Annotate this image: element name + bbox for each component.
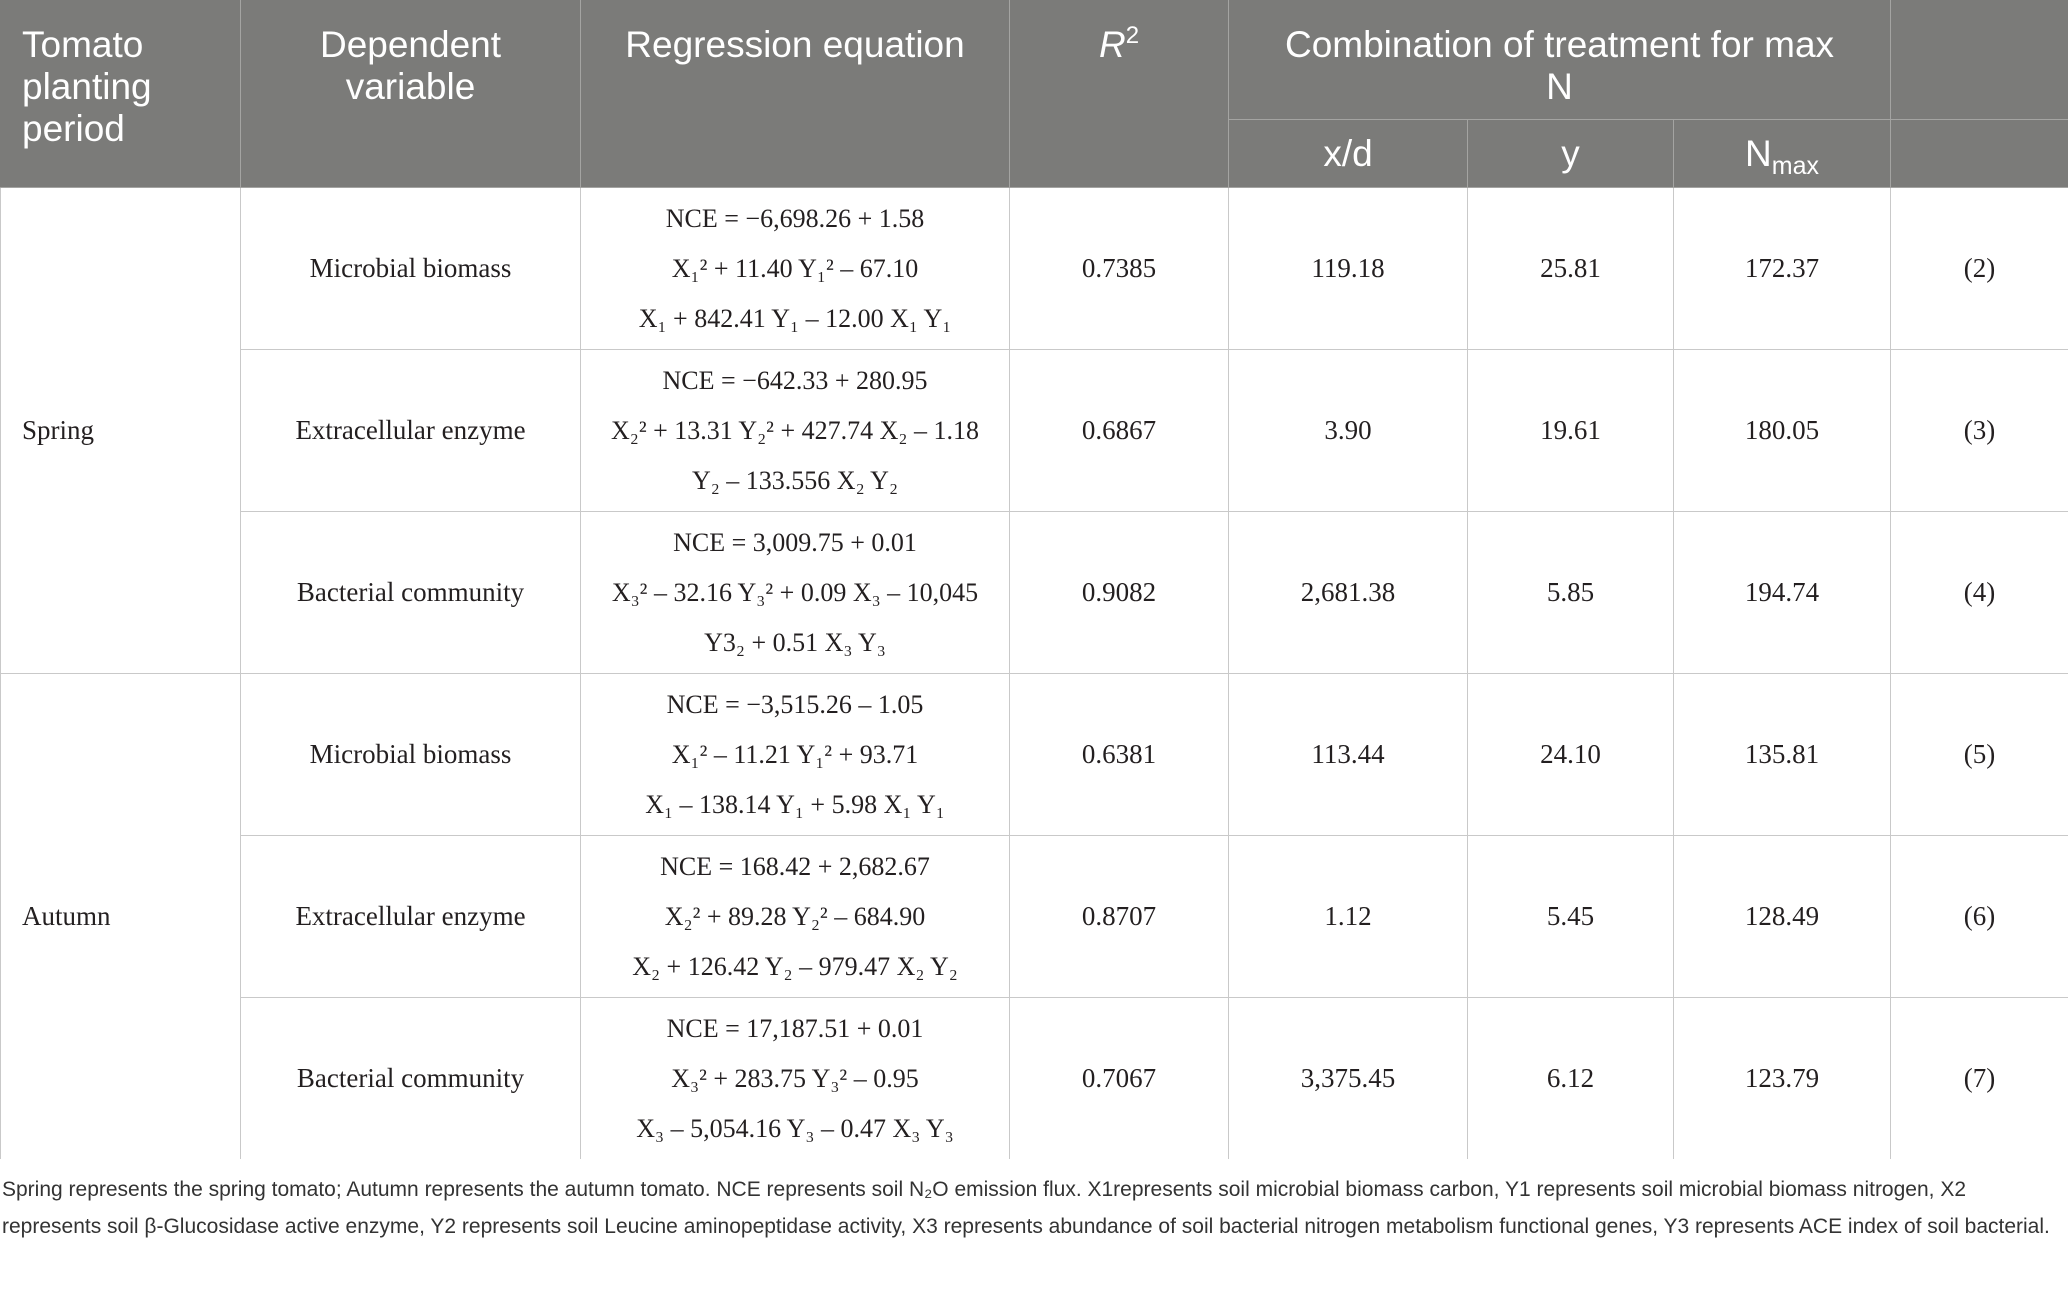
table-header [1, 1, 2068, 188]
r-squared-value: 0.7067 [1010, 998, 1229, 1160]
table-row [1, 836, 2068, 998]
header-xd: x/d [1229, 120, 1468, 188]
nmax-value: 172.37 [1674, 188, 1891, 350]
table-row [1, 998, 2068, 1160]
equation-number: (6) [1891, 836, 2068, 998]
r-squared-value: 0.6381 [1010, 674, 1229, 836]
equation-line: X₁ + 842.41 Y₁ – 12.00 X₁ Y₁ [638, 303, 952, 333]
header-row-1 [1, 1, 2068, 120]
equation-line: NCE = −642.33 + 280.95 [662, 365, 928, 395]
header-equation-number-bottom [1891, 120, 2068, 188]
xd-value: 1.12 [1229, 836, 1468, 998]
equation-number: (2) [1891, 188, 2068, 350]
period-spring: Spring [1, 188, 241, 674]
equation-line: X₁² + 11.40 Y₁² – 67.10 [671, 253, 919, 283]
header-dependent-variable: Dependent variable [241, 1, 581, 188]
y-value: 6.12 [1468, 998, 1674, 1160]
table-body [1, 188, 2068, 1160]
xd-value: 3.90 [1229, 350, 1468, 512]
period-autumn: Autumn [1, 674, 241, 1160]
regression-equation [581, 836, 1010, 998]
table-row [1, 350, 2068, 512]
equation-line: NCE = −3,515.26 – 1.05 [666, 689, 924, 719]
xd-value: 2,681.38 [1229, 512, 1468, 674]
regression-equation [581, 998, 1010, 1160]
equation-line: X₃² – 32.16 Y₃² + 0.09 X₃ – 10,045 [611, 577, 979, 607]
equation-line: X₂ + 126.42 Y₂ – 979.47 X₂ Y₂ [632, 951, 958, 981]
regression-equation [581, 512, 1010, 674]
equation-line: X₁² – 11.21 Y₁² + 93.71 [671, 739, 919, 769]
table-row [1, 188, 2068, 350]
equation-line: Y3₂ + 0.51 X₃ Y₃ [704, 627, 886, 657]
dependent-variable: Extracellular enzyme [241, 836, 581, 998]
header-combination: Combination of treatment for max N [1229, 1, 1891, 120]
equation-line: NCE = 168.42 + 2,682.67 [660, 851, 930, 881]
nmax-value: 135.81 [1674, 674, 1891, 836]
equation-number: (5) [1891, 674, 2068, 836]
r-squared-value: 0.9082 [1010, 512, 1229, 674]
header-nmax [1674, 120, 1891, 188]
nmax-value: 194.74 [1674, 512, 1891, 674]
equation-line: NCE = 3,009.75 + 0.01 [673, 527, 917, 557]
r-squared-value: 0.8707 [1010, 836, 1229, 998]
equation-line: X₃ – 5,054.16 Y₃ – 0.47 X₃ Y₃ [636, 1113, 954, 1143]
table-row [1, 674, 2068, 836]
y-value: 24.10 [1468, 674, 1674, 836]
regression-equation [581, 350, 1010, 512]
dependent-variable: Microbial biomass [241, 188, 581, 350]
nmax-subscript: max [1771, 151, 1819, 180]
regression-equation [581, 188, 1010, 350]
dependent-variable: Bacterial community [241, 998, 581, 1160]
dependent-variable: Extracellular enzyme [241, 350, 581, 512]
header-period: Tomato planting period [1, 1, 241, 188]
table-row [1, 512, 2068, 674]
equation-line: X₁ – 138.14 Y₁ + 5.98 X₁ Y₁ [645, 789, 945, 819]
y-value: 5.45 [1468, 836, 1674, 998]
r-squared-exponent: 2 [1125, 22, 1140, 49]
equation-line: X₂² + 13.31 Y₂² + 427.74 X₂ – 1.18 [611, 415, 979, 445]
equation-number: (3) [1891, 350, 2068, 512]
y-value: 5.85 [1468, 512, 1674, 674]
r-squared-value: 0.7385 [1010, 188, 1229, 350]
r-squared-value: 0.6867 [1010, 350, 1229, 512]
regression-equation [581, 674, 1010, 836]
y-value: 19.61 [1468, 350, 1674, 512]
equation-number: (4) [1891, 512, 2068, 674]
equation-line: NCE = 17,187.51 + 0.01 [666, 1013, 924, 1043]
y-value: 25.81 [1468, 188, 1674, 350]
header-equation-number-top [1891, 1, 2068, 120]
equation-line: X₂² + 89.28 Y₂² – 684.90 [664, 901, 926, 931]
equation-line: NCE = −6,698.26 + 1.58 [665, 203, 925, 233]
equation-line: Y₂ – 133.556 X₂ Y₂ [691, 465, 899, 495]
nmax-value: 123.79 [1674, 998, 1891, 1160]
header-regression-equation: Regression equation [581, 1, 1010, 188]
xd-value: 3,375.45 [1229, 998, 1468, 1160]
table-footnote: Spring represents the spring tomato; Autumn represents the autumn tomato. NCE represents soil N₂O emission flux. X1represents soil microbial biomass carbon, Y1 represents soil microbial biomass nitrogen, X2 represents soil β-Glucosidase active enzyme, Y2 represents soil Leucine aminopeptidase activity, X3 represents abundance of soil bacterial nitrogen metabolism functional genes, Y3 represents ACE index of soil bacterial. [2, 1178, 2050, 1238]
equation-number: (7) [1891, 998, 2068, 1160]
nmax-value: 180.05 [1674, 350, 1891, 512]
nmax-value: 128.49 [1674, 836, 1891, 998]
dependent-variable: Bacterial community [241, 512, 581, 674]
equation-line: X₃² + 283.75 Y₃² – 0.95 [671, 1063, 919, 1093]
xd-value: 119.18 [1229, 188, 1468, 350]
r-squared-symbol: R [1098, 24, 1126, 65]
xd-value: 113.44 [1229, 674, 1468, 836]
header-r-squared [1010, 1, 1229, 188]
dependent-variable: Microbial biomass [241, 674, 581, 836]
nmax-symbol: N [1745, 132, 1772, 174]
header-y: y [1468, 120, 1674, 188]
